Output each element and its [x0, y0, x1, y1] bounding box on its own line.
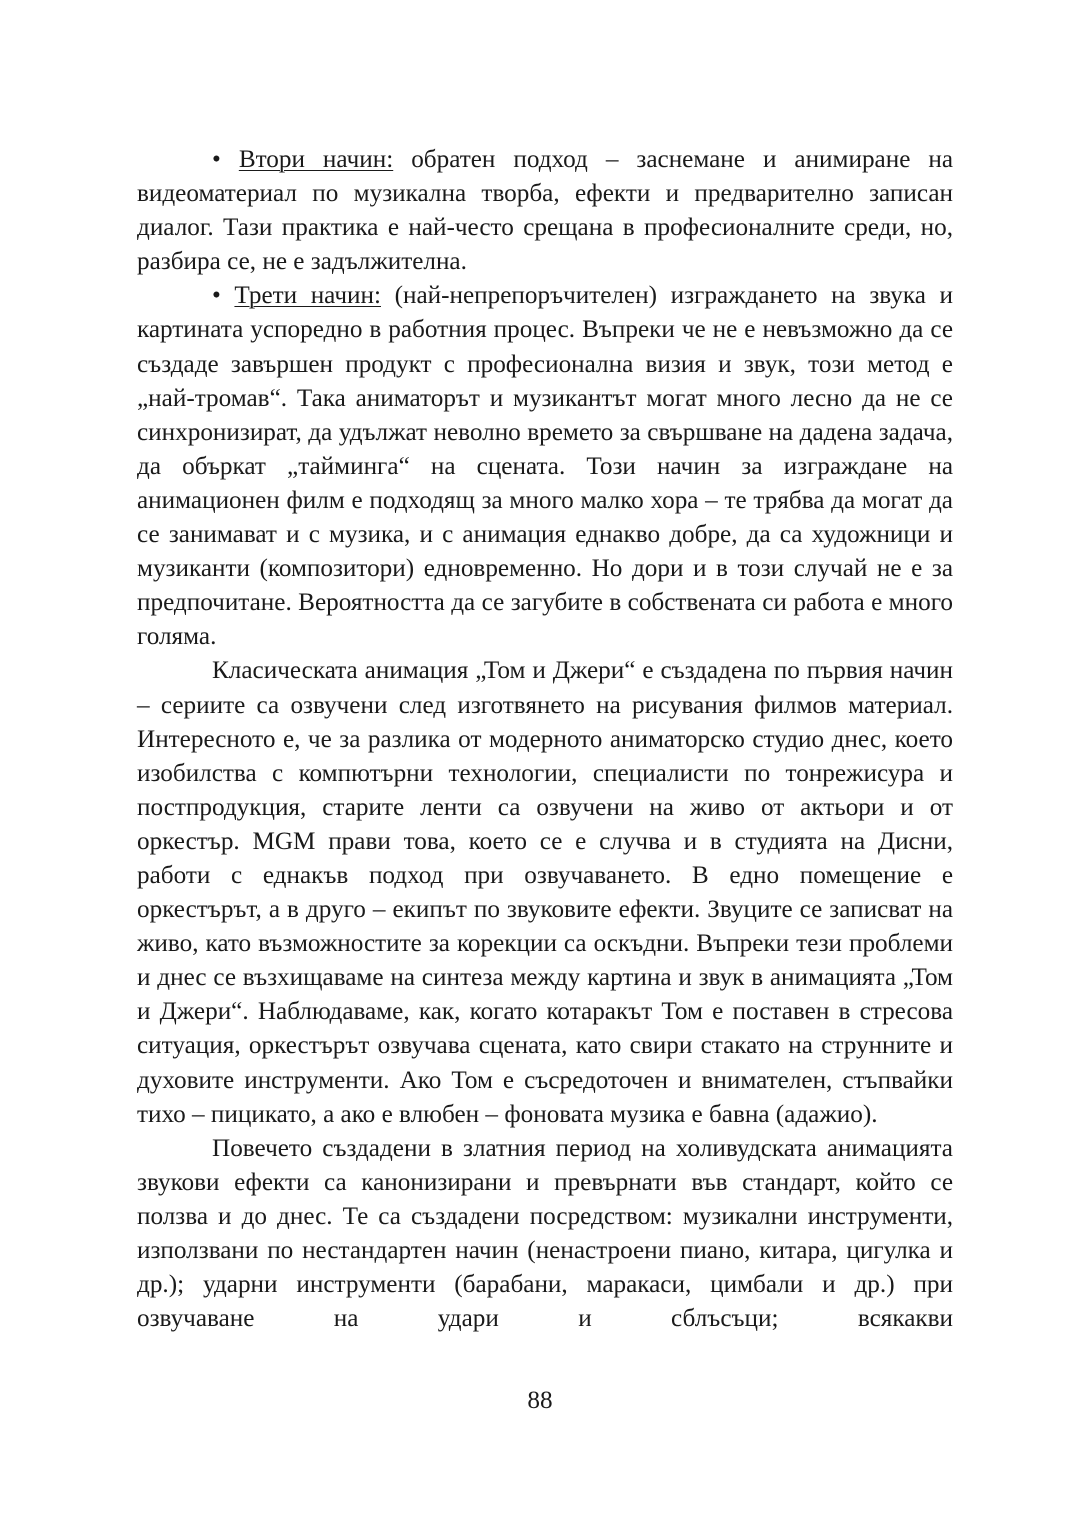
body-text [137, 143, 953, 1336]
paragraph-text: Класическата анимация „Том и Джери“ е създадена по първия начин – сериите са озвучени след изготвянето на рисувания филмов материал. Интересното е, че за разлика от модерното аниматорско студио днес, което изобилства с компютърни технологии, специалисти по тонрежисура и постпродукция, старите ленти са озвучени на живо от актьори и от оркестър. MGM прави това, което се е случва и в студията на Дисни, работи с еднакъв подход при озвучаването. В едно помещение е оркестърът, а в друго – екипът по звуковите ефекти. Звуците се записват на живо, като възможностите за корекции са оскъдни. Въпреки тези проблеми и днес се възхищаваме на синтеза между картина и звук в анимацията „Том и Джери“. Наблюдаваме, как, когато котаракът Том е поставен в стресова ситуация, оркестърът озвучава сцената, като свири стакато на струнните и духовите инструменти. Ако Том е съсредоточен и внимателен, стъпвайки тихо – пицикато, а ако е влюбен – фоновата музика е бавна (адажио). [137, 657, 953, 1128]
heading-second-method: Втори начин: [238, 146, 394, 173]
paragraph-text: (най-непрепоръчителен) изграждането на звука и картината успоредно в работния процес. Въпреки че не е невъзможно да се създаде завършен продукт с професионална визия и звук, този метод е „най-тромав“. Така аниматорът и музикантът могат много лесно да не се синхронизират, да удължат неволно времето за свършване на дадена задача, да объркат „тайминга“ на сцената. Този начин за изграждане на анимационен филм е подходящ за много малко хора – те трябва да могат да се занимават и с музика, и с анимация еднакво добре, да са художници и музиканти (композитори) едновременно. Но дори и в този случай не е за предпочитане. Вероятността да се загубите в собствената си работа е много голяма. [137, 282, 953, 651]
paragraph-second-method [137, 143, 953, 279]
bullet: • [212, 146, 221, 173]
paragraph-text: Повечето създадени в златния период на холивудската анимацията звукови ефекти са канонизирани и превърнати във стандарт, който се ползва и до днес. Те са създадени посредством: музикални инструменти, използвани по нестандартен начин (ненастроени пиано, китара, цигулка и др.); ударни инструменти (барабани, маракаси, цимбали и др.) при озвучаване на удари и сблъсъци; всякакви [137, 1134, 953, 1333]
paragraph-tom-and-jerry [137, 654, 953, 1131]
bullet: • [212, 282, 221, 310]
paragraph-sound-effects [137, 1132, 953, 1337]
paragraph-third-method [137, 279, 953, 654]
heading-third-method: Трети начин: [234, 282, 381, 310]
paragraph-text: обратен подход – заснемане и анимиране на видеоматериал по музикална творба, ефекти и предварително записан диалог. Тази практика е най-често срещана в професионалните среди, но, разбира се, не е задължителна. [137, 146, 954, 276]
page-number: 88 [527, 1387, 553, 1414]
